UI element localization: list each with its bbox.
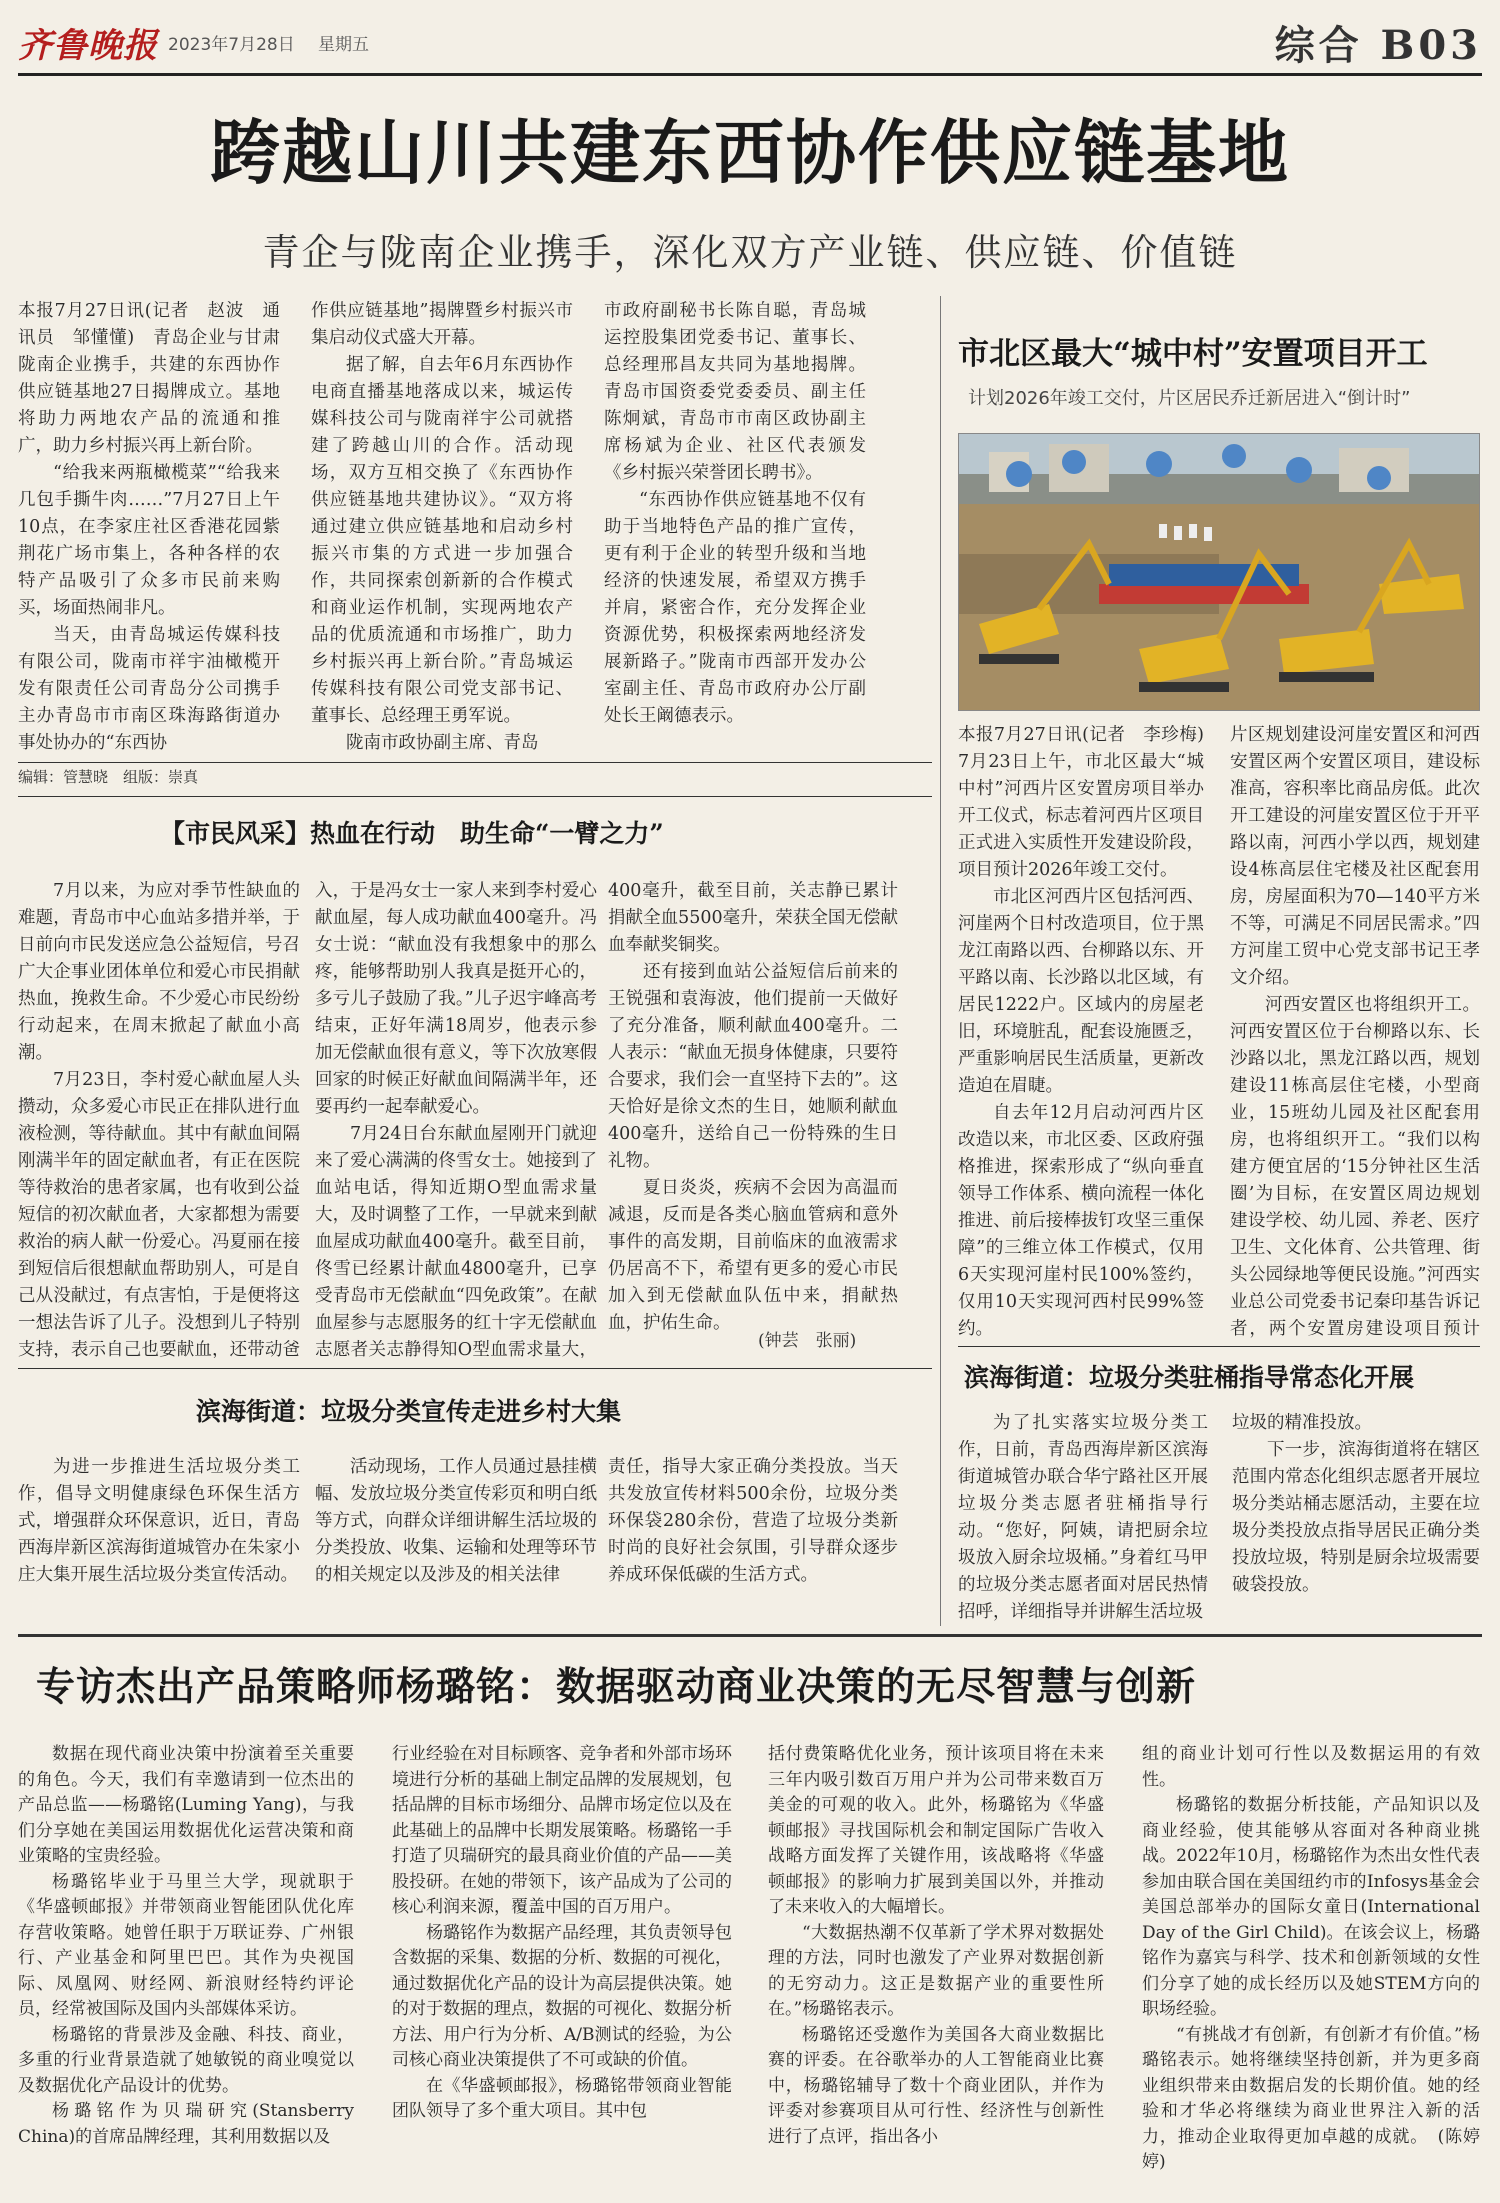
blood-headline: 【市民风采】热血在行动 助生命“一臂之力” (160, 819, 664, 848)
interview-paragraph: 杨璐铭作为贝瑞研究(Stansberry China)的首席品牌经理，其利用数据以及 (18, 2101, 354, 2147)
interview-column-4 (1142, 1742, 1480, 2197)
masthead (18, 0, 1482, 76)
divider (18, 796, 932, 797)
interview-paragraph: 行业经验在对目标顾客、竞争者和外部市场环境进行分析的基础上制定品牌的发展规划，包括品牌的目标市场细分、品牌市场定位以及在此基础上的品牌中长期发展策略。杨璐铭一手打造了贝瑞研究的最具商业价值的产品——美股投研。在她的带领下，该产品成为了公司的核心利润来源，覆盖中国的百万用户。 (392, 1744, 732, 1917)
blood-paragraph: 还有接到血站公益短信后前来的王锐强和袁海波，他们提前一天做好了充分准备，顺利献血400毫升。二人表示：“献血无损身体健康，只要符合要求，我们会一直坚持下去的”。这天恰好是徐文杰的生日，她顺利献血400毫升，送给自己一份特殊的生日礼物。 (608, 962, 898, 1171)
interview-paragraph: 杨璐铭作为数据产品经理，其负责领导包含数据的采集、数据的分析、数据的可视化，通过数据优化产品的设计为高层提供决策。她的对于数据的理点，数据的可视化、数据分析方法、用户行为分析、A/B测试的经验，为公司核心商业决策提供了不可或缺的价值。 (392, 1922, 732, 2070)
village-column-2 (1230, 722, 1480, 1342)
village-paragraph: 本报7月27日讯(记者 李珍梅) 7月23日上午，市北区最大“城中村”河西片区安置房项目举办开工仪式，标志着河西片区项目正式进入实质性开发建设阶段，项目预计2026年竣工交付。 (958, 725, 1204, 880)
binhai2-column-1 (958, 1410, 1208, 1630)
binhai1-paragraph: 为进一步推进生活垃圾分类工作，倡导文明健康绿色环保生活方式，增强群众环保意识，近日，青岛西海岸新区滨海街道城管办在朱家小庄大集开展生活垃圾分类宣传活动。 (18, 1457, 300, 1585)
interview-paragraph: 在《华盛顿邮报》，杨璐铭带领商业智能团队领导了多个重大项目。其中包 (392, 2075, 732, 2121)
blood-paragraph: 夏日炎炎，疾病不会因为高温而减退，反而是各类心脑血管病和意外事件的高发期，目前临床的血液需求仍居高不下，希望有更多的爱心市民加入到无偿献血队伍中来，捐献热血，护佑生命。 (608, 1178, 898, 1333)
issue-weekday: 星期五 (318, 35, 369, 55)
village-paragraph: 市北区河西片区包括河西、河崖两个日村改造项目，位于黑龙江南路以西、台柳路以东、开平路以南、长沙路以北区域，有居民1222户。区域内的房屋老旧，环境脏乱，配套设施匮乏，严重影响居民生活质量，更新改造迫在眉睫。 (958, 887, 1204, 1096)
lead-paragraph: 当天，由青岛城运传媒科技有限公司，陇南市祥宇油橄榄开发有限责任公司青岛分公司携手主办青岛市市南区珠海路街道办事处协办的“东西协 (18, 625, 280, 753)
lead-paragraph: “东西协作供应链基地不仅有助于当地特色产品的推广宣传，更有利于企业的转型升级和当地经济的快速发展，希望双方携手并肩，紧密合作，充分发挥企业资源优势，积极探索两地经济发展新路子。”陇南市西部开发办公室副主任、青岛市政府办公厅副处长王阚德表示。 (604, 490, 866, 726)
blood-byline: (钟芸 张丽) (758, 1331, 857, 1351)
divider (18, 762, 932, 763)
binhai2-paragraph: 为了扎实落实垃圾分类工作，日前，青岛西海岸新区滨海街道城管办联合华宁路社区开展垃圾分类志愿者驻桶指导行动。“您好，阿姨，请把厨余垃圾放入厨余垃圾桶。”身着红马甲的垃圾分类志愿者面对居民热情招呼，详细指导并讲解生活垃圾 (958, 1413, 1208, 1622)
lead-paragraph: 作供应链基地”揭牌暨乡村振兴市集启动仪式盛大开幕。 (311, 301, 573, 348)
village-subhead: 计划2026年竣工交付，片区居民乔迁新居进入“倒计时” (968, 388, 1411, 409)
blood-column-1 (18, 878, 300, 1358)
blood-paragraph: 400毫升，截至目前，关志静已累计捐献全血5500毫升，荣获全国无偿献血奉献奖铜奖。 (608, 881, 898, 955)
lead-paragraph: 据了解，自去年6月东西协作电商直播基地落成以来，城运传媒科技公司与陇南祥宇公司就搭建了跨越山川的合作。活动现场，双方互相交换了《东西协作供应链基地共建协议》。“双方将通过建立供应链基地和启动乡村振兴市集的方式进一步加强合作，共同探索创新新的合作模式和商业运作机制，实现两地农产品的优质流通和市场推广，助力乡村振兴再上新台阶。”青岛城运传媒科技有限公司党支部书记、董事长、总经理王勇军说。 (311, 355, 573, 726)
lead-paragraph: 陇南市政协副主席、青岛 (346, 733, 539, 753)
blood-column-3 (608, 878, 898, 1338)
village-column-1 (958, 722, 1204, 1342)
lead-column-2 (311, 298, 573, 758)
section-label: 综合 B03 (1274, 22, 1482, 69)
lead-paragraph: “给我来两瓶橄榄菜”“给我来几包手撕牛肉……”7月27日上午10点，在李家庄社区香港花园紫荆花广场市集上，各种各样的农特产品吸引了众多市民前来购买，场面热闹非凡。 (18, 463, 280, 618)
binhai1-column-1 (18, 1454, 300, 1624)
interview-paragraph: 组的商业计划可行性以及数据运用的有效性。 (1142, 1744, 1480, 1790)
binhai1-headline: 滨海街道：垃圾分类宣传走进乡村大集 (196, 1397, 622, 1426)
interview-paragraph: 杨璐铭的数据分析技能，产品知识以及商业经验，使其能够从容面对各种商业挑战。2022年10月，杨璐铭作为杰出女性代表参加由联合国在美国纽约市的Infosys基金会美国总部举办的国际女童日(International Day of the Girl Child)。在该会议上，杨璐铭作为嘉宾与科学、技术和创新领域的女性们分享了她的成长经历以及她STEM方向的职场经验。 (1142, 1795, 1480, 2019)
village-paragraph: 河西安置区也将组织开工。河西安置区位于台柳路以东、长沙路以北，黑龙江路以西，规划建设11栋高层住宅楼，小型商业，15班幼儿园及社区配套用房，也将组织开工。“我们以构建方便宜居的‘15分钟社区生活圈’为目标，在安置区周边规划建设学校、幼儿园、养老、医疗卫生、文化体育、公共管理、街头公园绿地等便民设施。”河西实业总公司党委书记秦印基告诉记者，两个安置房建设项目预计 (1230, 995, 1480, 1339)
interview-paragraph: 杨璐铭的背景涉及金融、科技、商业，多重的行业背景造就了她敏锐的商业嗅觉以及数据优化产品设计的优势。 (18, 2024, 354, 2096)
lead-column-1 (18, 298, 280, 758)
binhai1-paragraph: 责任，指导大家正确分类投放。当天共发放宣传材料500余份，垃圾分类环保袋280余份，营造了垃圾分类新时尚的良好社会氛围，引导群众逐步养成环保低碳的生活方式。 (608, 1457, 898, 1585)
interview-headline: 专访杰出产品策略师杨璐铭：数据驱动商业决策的无尽智慧与创新 (36, 1664, 1197, 1710)
interview-paragraph: 杨璐铭还受邀作为美国各大商业数据比赛的评委。在谷歌举办的人工智能商业比赛中，杨璐铭辅导了数十个商业团队，并作为评委对参赛项目从可行性、经济性与创新性进行了点评，指出各小 (768, 2024, 1104, 2147)
blood-paragraph: 入，于是冯女士一家人来到李村爱心献血屋，每人成功献血400毫升。冯女士说：“献血没有我想象中的那么疼，能够帮助别人我真是挺开心的，多亏儿子鼓励了我。”儿子迟宇峰高考结束，正好年满18周岁，他表示参加无偿献血很有意义，等下次放寒假回家的时候正好献血间隔满半年，还要再约一起奉献爱心。 (315, 881, 597, 1117)
interview-paragraph: 杨璐铭毕业于马里兰大学，现就职于《华盛顿邮报》并带领商业智能团队优化库存营收策略。她曾任职于万联证券、广州银行、产业基金和阿里巴巴。其作为央视国际、凤凰网、财经网、新浪财经特约评论员，经常被国际及国内头部媒体采访。 (18, 1871, 354, 2019)
interview-column-1 (18, 1742, 354, 2197)
village-paragraph: 自去年12月启动河西片区改造以来，市北区委、区政府强格推进，探索形成了“纵向垂直领导工作体系、横向流程一体化推进、前后接棒拔钉攻坚三重保障”的三维立体工作模式，仅用6天实现河崖村民100%签约，仅用10天实现河西村民99%签约。 (958, 1103, 1204, 1339)
interview-paragraph: “大数据热潮不仅革新了学术界对数据处理的方法，同时也激发了产业界对数据创新的无穷动力。这正是数据产业的重要性所在。”杨璐铭表示。 (768, 1922, 1104, 2019)
binhai2-headline: 滨海街道：垃圾分类驻桶指导常态化开展 (964, 1363, 1415, 1392)
construction-site-photo (958, 433, 1480, 711)
interview-paragraph: 数据在现代商业决策中扮演着至关重要的角色。今天，我们有幸邀请到一位杰出的产品总监——杨璐铭(Luming Yang)，与我们分享她在美国运用数据优化运营决策和商业策略的宝贵经验。 (18, 1744, 354, 1866)
binhai1-column-2 (315, 1454, 597, 1624)
lead-column-3 (604, 298, 866, 758)
lead-paragraph: 市政府副秘书长陈自聪，青岛城运控股集团党委书记、董事长、总经理邢昌友共同为基地揭牌。青岛市国资委党委委员、副主任陈炯斌，青岛市市南区政协副主席杨斌为企业、社区代表颁发《乡村振兴荣誉团长聘书》。 (604, 301, 866, 483)
interview-paragraph: 括付费策略优化业务，预计该项目将在未来三年内吸引数百万用户并为公司带来数百万美金的可观的收入。此外，杨璐铭为《华盛顿邮报》寻找国际机会和制定国际广告收入战略方面发挥了关键作用，该战略将《华盛顿邮报》的影响力扩展到美国以外，并推动了未来收入的大幅增长。 (768, 1744, 1104, 1917)
binhai2-paragraph: 下一步，滨海街道将在辖区范围内常态化组织志愿者开展垃圾分类站桶志愿活动，主要在垃圾分类投放点指导居民正确分类投放垃圾，特别是厨余垃圾需要破袋投放。 (1232, 1440, 1480, 1595)
blood-paragraph: 7月24日台东献血屋刚开门就迎来了爱心满满的佟雪女士。她接到了血站电话，得知近期O型血需求量大，及时调整了工作，一早就来到献血屋成功献血400毫升。截至目前，佟雪已经累计献血4800毫升，已享受青岛市无偿献血“四免政策”。在献血屋参与志愿服务的红十字无偿献血志愿者关志静得知O型血需求量大， (315, 1124, 597, 1358)
divider (18, 1634, 1482, 1637)
editor-credit: 编辑：管慧晓 组版：崇真 (18, 768, 199, 786)
binhai2-paragraph: 垃圾的精准投放。 (1232, 1413, 1372, 1433)
village-paragraph: 片区规划建设河崖安置区和河西安置区两个安置区项目，建设标准高，容积率比商品房低。此次开工建设的河崖安置区位于开平路以南，河西小学以西，规划建设4栋高层住宅楼及社区配套用房，房屋面积为70—140平方米不等，可满足不同居民需求。”四方河崖工贸中心党支部书记王孝文介绍。 (1230, 725, 1480, 988)
blood-paragraph: 7月23日，李村爱心献血屋人头攒动，众多爱心市民正在排队进行血液检测，等待献血。其中有献血间隔刚满半年的固定献血者，有正在医院等待救治的患者家属，也有收到公益短信的初次献血者，大家都想为需要救治的病人献一份爱心。冯夏丽在接到短信后很想献血帮助别人，可是自己从没献过，有点害怕，于是便将这一想法告诉了儿子。没想到儿子特别支持，表示自己也要献血，还带动爸 (18, 1070, 300, 1358)
lead-subhead: 青企与陇南企业携手，深化双方产业链、供应链、价值链 (262, 231, 1238, 274)
divider (958, 1346, 1480, 1347)
interview-column-2 (392, 1742, 732, 2197)
column-divider (940, 296, 941, 1626)
lead-paragraph: 本报7月27日讯(记者 赵波 通讯员 邹懂懂) 青岛企业与甘肃陇南企业携手，共建的东西协作供应链基地27日揭牌成立。基地将助力两地农产品的流通和推广，助力乡村振兴再上新台阶。 (18, 301, 280, 456)
interview-paragraph: “有挑战才有创新，有创新才有价值。”杨璐铭表示。她将继续坚持创新，并为更多商业组织带来由数据启发的长期价值。她的经验和才华必将继续为商业世界注入新的活力，推动企业取得更加卓越的成就。 (陈婷婷) (1142, 2024, 1480, 2172)
newspaper-logo: 齐鲁晚报 (18, 26, 158, 66)
lead-headline: 跨越山川共建东西协作供应链基地 (210, 111, 1290, 194)
divider (18, 1368, 932, 1369)
issue-date: 2023年7月28日 (168, 35, 295, 55)
blood-column-2 (315, 878, 597, 1358)
blood-paragraph: 7月以来，为应对季节性缺血的难题，青岛市中心血站多措并举，于日前向市民发送应急公益短信，号召广大企事业团体单位和爱心市民捐献热血，挽救生命。不少爱心市民纷纷行动起来，在周末掀起了献血小高潮。 (18, 881, 300, 1063)
binhai2-column-2 (1232, 1410, 1480, 1630)
village-headline: 市北区最大“城中村”安置项目开工 (958, 336, 1428, 372)
binhai1-paragraph: 活动现场，工作人员通过悬挂横幅、发放垃圾分类宣传彩页和明白纸等方式，向群众详细讲解生活垃圾的分类投放、收集、运输和处理等环节的相关规定以及涉及的相关法律 (315, 1457, 597, 1585)
interview-column-3 (768, 1742, 1104, 2197)
binhai1-column-3 (608, 1454, 898, 1624)
